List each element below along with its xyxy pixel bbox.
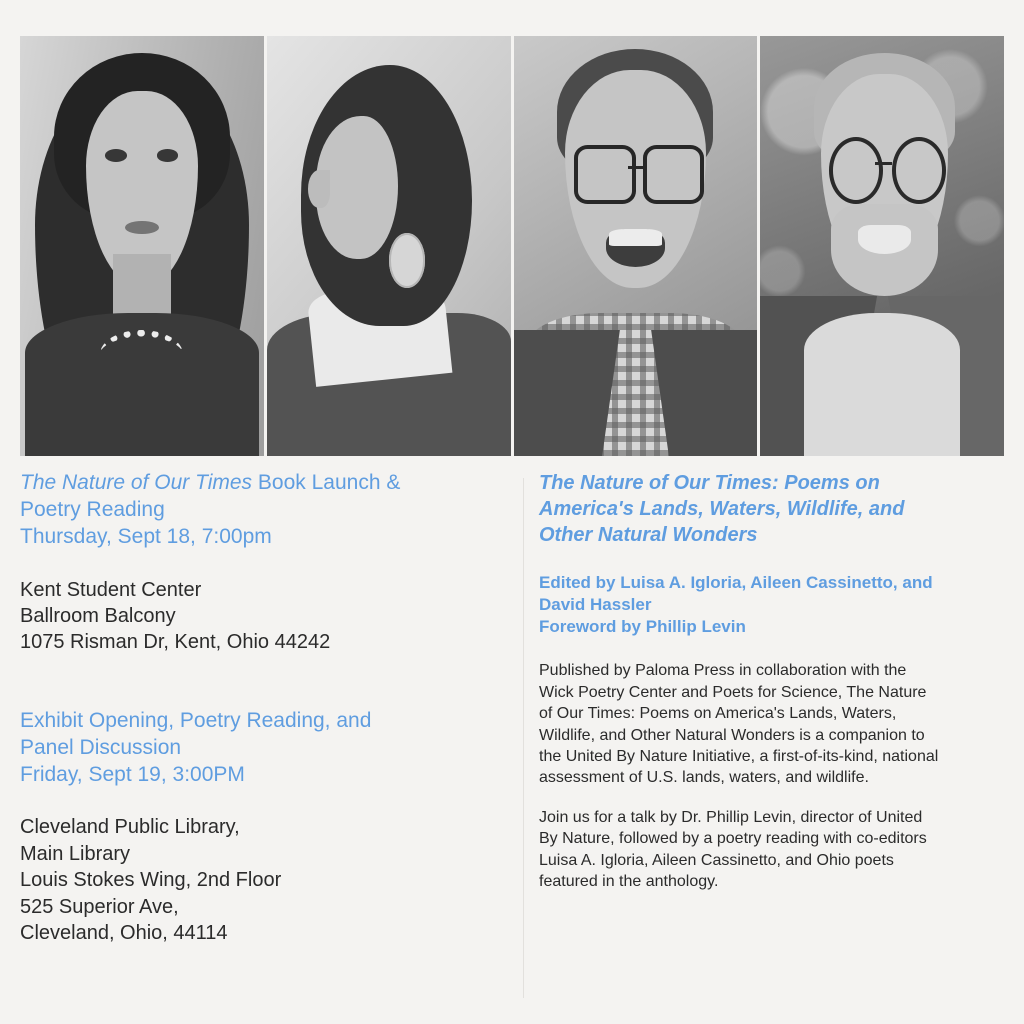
glasses-left-lens (574, 145, 636, 203)
venue-line: Ballroom Balcony (20, 605, 176, 628)
venue-line: Main Library (20, 842, 131, 865)
glasses-left-lens (829, 137, 883, 204)
event-one-title-rest: Book Launch & (252, 471, 401, 494)
venue-line: Cleveland, Ohio, 44114 (20, 921, 228, 944)
glasses-right-lens (892, 137, 946, 204)
earring-shape (389, 233, 426, 288)
event-two-datetime: Friday, Sept 19, 3:00PM (20, 762, 245, 786)
event-one-venue (20, 577, 475, 656)
event-two-title-line2: Panel Discussion (20, 735, 182, 759)
portrait-phillip-levin (760, 36, 1004, 456)
event-two-title-line1: Exhibit Opening, Poetry Reading, and (20, 708, 372, 732)
event-two-venue (20, 814, 475, 946)
book-credits (539, 572, 939, 638)
event-two (20, 708, 475, 947)
nose-shape (308, 170, 330, 208)
jacket-right-shape (651, 330, 757, 456)
portrait-david-hassler (514, 36, 758, 456)
event-two-heading (20, 708, 475, 789)
content-columns (20, 470, 1004, 946)
shirt-shape (804, 313, 960, 456)
right-eye-shape (157, 149, 179, 162)
event-one-datetime: Thursday, Sept 18, 7:00pm (20, 524, 272, 548)
portrait-strip (20, 36, 1004, 456)
portrait-luisa-igloria (20, 36, 264, 456)
glasses-bridge (628, 166, 643, 169)
book-invitation: Join us for a talk by Dr. Phillip Levin, director of United By Nature, followed by a poetry reading with co-editors Luisa A. Igloria, Aileen Cassinetto, and Ohio poets featured in the anthology. (539, 808, 927, 891)
venue-line: 525 Superior Ave, (20, 895, 179, 918)
book-description: Published by Paloma Press in collaboration with the Wick Poetry Center and Poets for Science, The Nature of Our Times: Poems on America's Lands, Waters, Wildlife, and Other Natural Wonders is a companion to the United By Nature Initiative, a first-of-its-kind, national assessment of U.S. lands, waters, and wildlife. (539, 662, 939, 787)
event-one-heading (20, 470, 475, 551)
book-column (539, 470, 939, 946)
venue-line: 1075 Risman Dr, Kent, Ohio 44242 (20, 631, 331, 654)
venue-line: Cleveland Public Library, (20, 816, 240, 839)
events-spacer (20, 656, 475, 708)
necklace-shape (100, 330, 183, 379)
mouth-shape (125, 221, 159, 234)
book-foreword: Foreword by Phillip Levin (539, 617, 746, 637)
event-one-title-italic: The Nature of Our Times (20, 471, 253, 494)
portrait-aileen-cassinetto (267, 36, 511, 456)
event-one-title-line2: Poetry Reading (20, 497, 165, 521)
glasses-bridge (875, 162, 892, 165)
event-one (20, 470, 475, 656)
teeth-shape (609, 229, 663, 246)
events-column (20, 470, 475, 946)
book-title: The Nature of Our Times: Poems on America's Lands, Waters, Wildlife, and Other Natural Wonders (539, 472, 905, 546)
glasses-right-lens (643, 145, 705, 203)
book-editors: Edited by Luisa A. Igloria, Aileen Cassinetto, and David Hassler (539, 573, 933, 615)
jacket-left-shape (514, 330, 620, 456)
venue-line: Kent Student Center (20, 578, 202, 601)
venue-line: Louis Stokes Wing, 2nd Floor (20, 869, 282, 892)
